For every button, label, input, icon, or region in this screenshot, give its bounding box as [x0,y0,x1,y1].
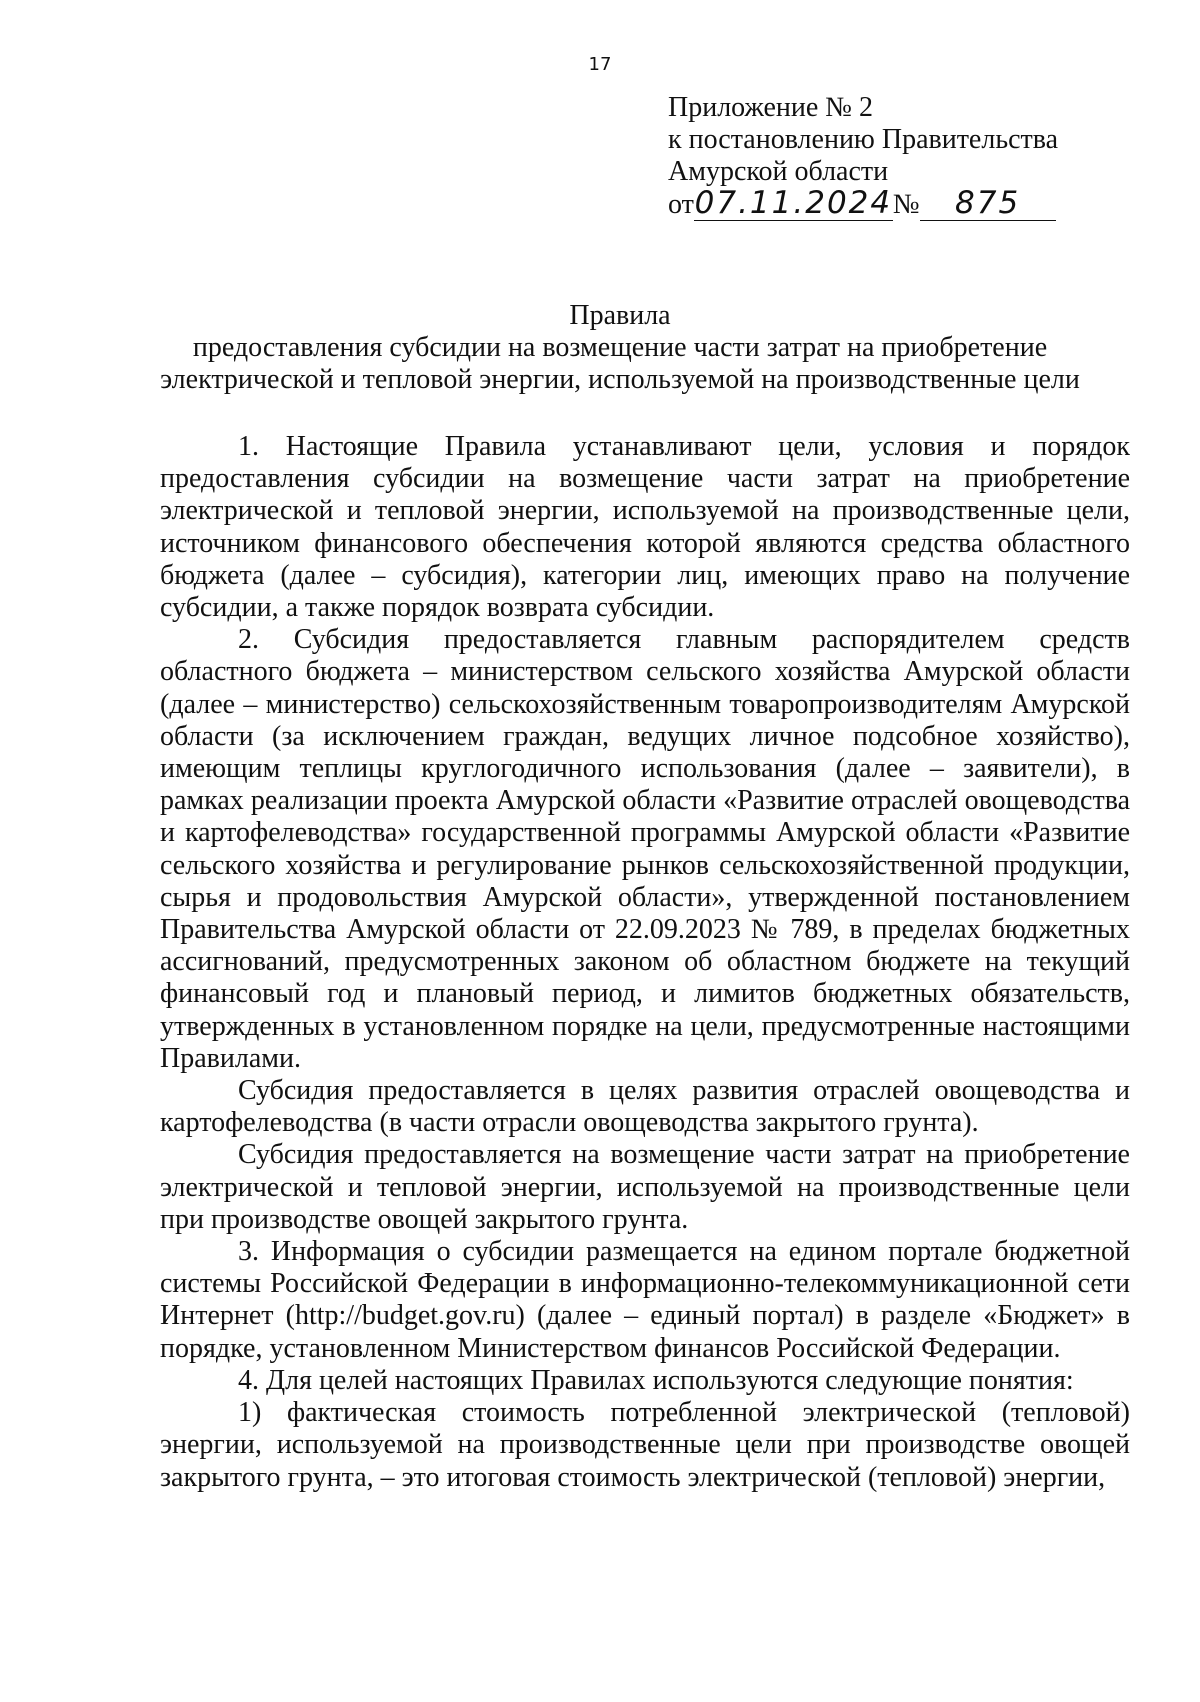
document-title-block [150,300,1090,396]
document-subtitle-line-1: предоставления субсидии на возмещение части затрат на приобретение [192,332,1048,363]
paragraph-7: 1) фактическая стоимость потребленной электрической (тепловой) энергии, используемой на производственные цели при производстве овощей закрытого грунта, – это итоговая стоимость электрической (тепловой) энергии, [160,1397,1130,1493]
paragraph-5: 3. Информация о субсидии размещается на едином портале бюджетной системы Российской Федерации в информационно-телекоммуникационной сети Интернет (http://budget.gov.ru) (далее – единый портал) в разделе «Бюджет» в порядке, установленном Министерством финансов Российской Федерации. [160,1236,1130,1364]
paragraph-6: 4. Для целей настоящих Правилах используются следующие понятия: [238,1364,1074,1396]
paragraph-4: Субсидия предоставляется на возмещение части затрат на приобретение электрической и тепловой энергии, используемой на производственные цели при производстве овощей закрытого грунта. [160,1139,1130,1235]
handwritten-date: 07.11.2024 [694,185,893,221]
appendix-date-line [668,185,1058,221]
document-subtitle-line-2: электрической и тепловой энергии, используемой на производственные цели [160,364,1080,395]
paragraph-2: 2. Субсидия предоставляется главным распорядителем средств областного бюджета – министерством сельского хозяйства Амурской области (далее – министерство) сельскохозяйственным товаропроизводителям Амурской области (за исключением граждан, ведущих личное подсобное хозяйство), имеющим теплицы круглогодичного использования (далее – заявители), в рамках реализации проекта Амурской области «Развитие отраслей овощеводства и картофелеводства» государственной программы Амурской области «Развитие сельского хозяйства и регулирование рынков сельскохозяйственной продукции, сырья и продовольствия Амурской области», утвержденной постановлением Правительства Амурской области от 22.09.2023 № 789, в пределах бюджетных ассигнований, предусмотренных законом об областном бюджете на текущий финансовый год и плановый период, и лимитов бюджетных обязательств, утвержденных в установленном порядке на цели, предусмотренные настоящими Правилами. [160,624,1130,1074]
document-body [160,431,1130,1494]
paragraph-3: Субсидия предоставляется в целях развития отраслей овощеводства и картофелеводства (в части отрасли овощеводства закрытого грунта). [160,1075,1130,1139]
appendix-line-1: Приложение № 2 [668,92,873,123]
appendix-block [668,92,1058,221]
appendix-line-3: Амурской области [668,156,889,187]
number-prefix: № [892,189,920,220]
handwritten-number: 875 [955,185,1021,221]
paragraph-1: 1. Настоящие Правила устанавливают цели, условия и порядок предоставления субсидии на возмещение части затрат на приобретение электрической и тепловой энергии, используемой на производственные цели, источником финансового обеспечения которой являются средства областного бюджета (далее – субсидия), категории лиц, имеющих право на получение субсидии, а также порядок возврата субсидии. [160,431,1130,624]
date-prefix: от [668,189,694,220]
page-number: 17 [588,54,612,75]
document-title: Правила [569,300,671,331]
appendix-line-2: к постановлению Правительства [668,124,1059,155]
